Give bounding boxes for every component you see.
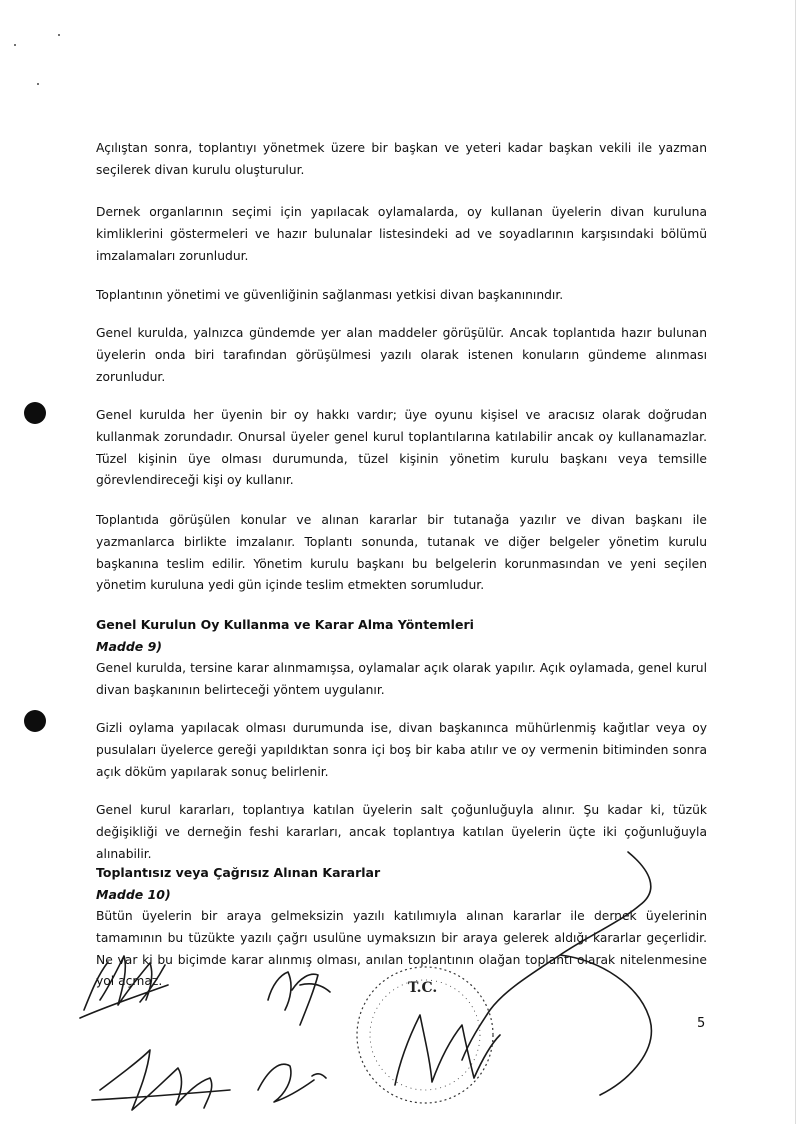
paragraph-tutanak: Toplantıda görüşülen konular ve alınan kararlar bir tutanağa yazılır ve divan başkanı ile yazmanlarca birlikte imzalanır. Toplantı sonunda, tutanak ve diğer belgeler yönetim kurulu başkanına teslim edilir. Yönetim kurulu başkanı bu belgelerin korunmasından ve yeni seçilen yönetim kuruluna yedi gün içinde teslim etmekten sorumludur.	[96, 513, 707, 593]
signature-2	[268, 972, 330, 1025]
section-heading-madde-9: Genel Kurulun Oy Kullanma ve Karar Alma Yöntemleri	[96, 617, 474, 632]
paragraph-gizli-oylama: Gizli oylama yapılacak olması durumunda ise, divan başkanınca mühürlenmiş kağıtlar veya oy pusulaları üyelerce gereği yapıldıktan sonra içi boş bir kaba atılır ve oy vermenin bitiminden sonra açık döküm yapılarak sonuç belirlenir.	[96, 721, 707, 779]
paragraph-oy-hakki: Genel kurulda her üyenin bir oy hakkı vardır; üye oyunu kişisel ve aracısız olarak doğrudan kullanmak zorundadır. Onursal üyeler genel kurul toplantılarına katılabilir ancak oy kullanamazlar. Tüzel kişinin üye olması durumunda, tüzel kişinin yönetim kurulu başkanı veya temsille görevlendireceği kişi oy kullanır.	[96, 408, 707, 488]
section-heading-madde-10: Toplantısız veya Çağrısız Alınan Kararlar	[96, 865, 381, 880]
signature-loop-right	[462, 852, 651, 1095]
article-number-madde-9: Madde 9)	[96, 639, 163, 654]
official-stamp	[357, 967, 493, 1103]
article-number-madde-10: Madde 10)	[96, 887, 171, 902]
signature-3	[92, 1050, 230, 1110]
paragraph-toplanti-yonetimi: Toplantının yönetimi ve güvenliğinin sağlanması yetkisi divan başkanınındır.	[96, 288, 564, 302]
paragraph-gundem: Genel kurulda, yalnızca gündemde yer alan maddeler görüşülür. Ancak toplantıda hazır bulunan üyelerin onda biri tarafından görüşülmesi yazılı olarak istenen konuların gündeme alınması zorunludur.	[96, 326, 707, 384]
paragraph-divan-kurulu: Açılıştan sonra, toplantıyı yönetmek üzere bir başkan ve yeteri kadar başkan vekili ile yazman seçilerek divan kurulu oluşturulur.	[96, 141, 707, 177]
signature-4	[258, 1064, 326, 1102]
page-number: 5	[697, 1016, 706, 1031]
signature-1	[80, 956, 168, 1018]
paragraph-acik-oylama: Genel kurulda, tersine karar alınmamışsa, oylamalar açık olarak yapılır. Açık oylamada, genel kurul divan başkanının belirteceği yöntem uygulanır.	[96, 661, 707, 697]
svg-text:T.C.: T.C.	[408, 980, 438, 996]
paragraph-karar-cogunluk: Genel kurul kararları, toplantıya katılan üyelerin salt çoğunluğuyla alınır. Şu kadar ki, tüzük değişikliği ve derneğin feshi kararları, ancak toplantıya katılan üyelerin üçte iki çoğunluğuyla alınabilir.	[96, 803, 707, 861]
paragraph-yazili-katilim: Bütün üyelerin bir araya gelmeksizin yazılı katılımıyla alınan kararlar ile dernek üyelerinin tamamının bu tüzükte yazılı çağrı usulüne uymaksızın bir araya gelerek aldığı kararlar geçerlidir. Ne var ki bu biçimde karar alınmış olması, anılan toplantının olağan toplantı olarak nitelenmesine yol açmaz.	[96, 909, 707, 989]
paragraph-oylama-kimlik: Dernek organlarının seçimi için yapılacak oylamalarda, oy kullanan üyelerin divan kuruluna kimliklerini göstermeleri ve hazır bulunalar listesindeki ad ve soyadlarının karşısındaki bölümü imzalamaları zorunludur.	[96, 205, 707, 263]
signature-5	[395, 1015, 500, 1085]
